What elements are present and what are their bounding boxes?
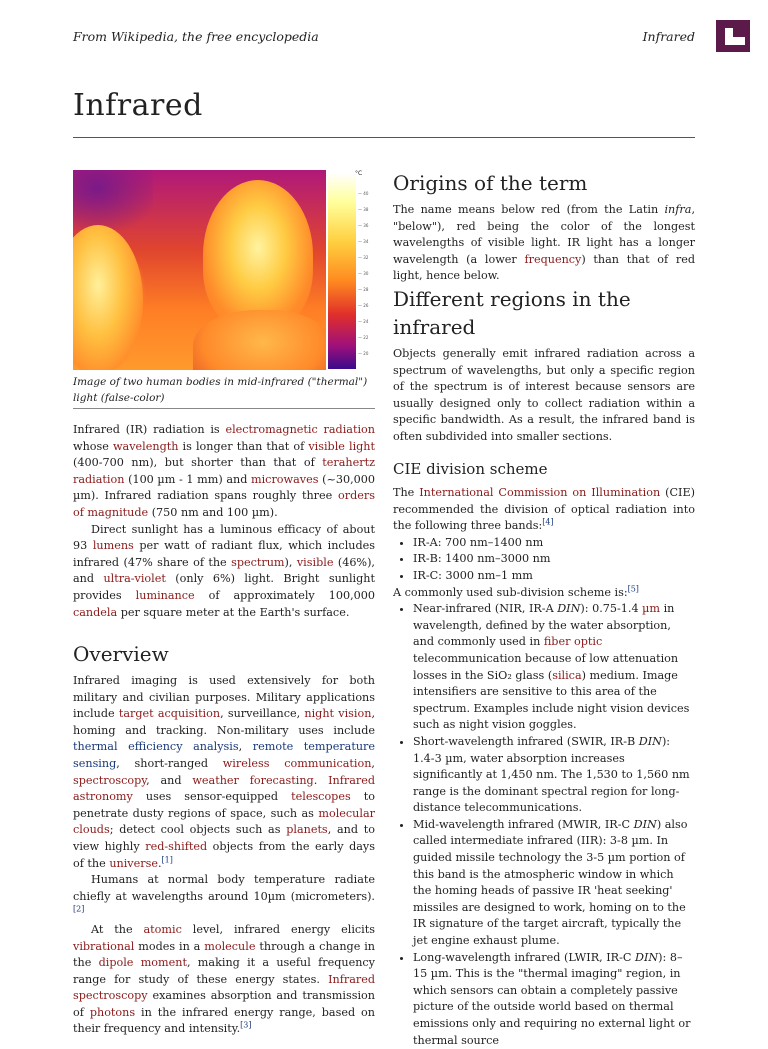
link-vibrational[interactable]: vibrational: [73, 939, 135, 953]
scale-tick-label: — 34: [358, 239, 369, 244]
figure-caption: Image of two human bodies in mid-infrared ("thermal") light (false-color): [73, 376, 368, 404]
list-item-nir: • Near-infrared (NIR, IR-A DIN): 0.75-1.4 µm in wavelength, defined by the water absorption, and commonly used in fiber optic telecommunication because of low attenuation losses in the SiO₂ glass (silica) medium. Image intensifiers are sensitive to this area of the spectrum. Examples include night vision devices such as night vision goggles.: [413, 601, 695, 734]
list-item-mwir: • Mid-wavelength infrared (MWIR, IR-C DIN) also called intermediate infrared (IIR): 3-8 µm. In guided missile technology the 3-5 µm portion of this band is the atmospheric window in which the homing heads of passive IR 'heat seeking' missiles are designed to work, homing on to the IR signature of the target aircraft, typically the jet engine exhaust plume.: [413, 817, 695, 950]
scale-tick-label: — 26: [358, 303, 369, 308]
link-red-shifted[interactable]: red-shifted: [145, 839, 208, 853]
temperature-scale-bar: [328, 173, 356, 369]
scale-tick-label: — 20: [358, 351, 369, 356]
scale-tick-label: — 22: [358, 335, 369, 340]
origins-heading: Origins of the term: [393, 171, 588, 195]
link-microwaves[interactable]: microwaves: [251, 472, 319, 486]
link-luminance[interactable]: luminance: [135, 588, 195, 602]
link-photons[interactable]: photons: [89, 1005, 136, 1019]
overview-paragraph-2: Humans at normal body temperature radiate chiefly at wavelengths around 10µm (micrometers).[2]: [73, 873, 375, 914]
subdivision-intro: A commonly used sub-division scheme is:[5]: [393, 583, 639, 599]
link-electromagnetic-radiation[interactable]: electromagnetic radiation: [225, 423, 375, 436]
link-orders-of-magnitude[interactable]: orders of magnitude: [73, 489, 375, 519]
link-universe[interactable]: universe: [109, 856, 158, 870]
intro-section: [73, 422, 375, 621]
scale-tick-label: — 38: [358, 207, 369, 212]
regions-heading: Different regions in the infrared: [393, 287, 631, 339]
caption-divider: [73, 408, 375, 409]
link-lumens[interactable]: lumens: [92, 539, 134, 553]
link-visible-light[interactable]: visible light: [308, 439, 376, 453]
link-weather-forecasting[interactable]: weather forecasting: [192, 773, 314, 787]
cie-section: [393, 485, 695, 1049]
header-topic: Infrared: [642, 29, 695, 44]
link-wavelength[interactable]: wavelength: [112, 439, 179, 453]
link-fiber-optic[interactable]: fiber optic: [543, 635, 603, 649]
scale-unit: °C: [355, 170, 363, 177]
thermal-figure: [73, 170, 375, 370]
scale-tick-label: — 30: [358, 271, 369, 276]
link-wireless-communication[interactable]: wireless communication: [222, 756, 372, 770]
page-title: Infrared: [73, 88, 203, 123]
publisher-logo: [716, 20, 750, 52]
link-candela[interactable]: candela: [73, 605, 118, 619]
link-telescopes[interactable]: telescopes: [291, 790, 351, 804]
link-spectroscopy[interactable]: spectroscopy: [73, 773, 147, 787]
cie-heading: CIE division scheme: [393, 460, 548, 478]
origins-section: [393, 202, 695, 285]
thermal-image: [73, 170, 326, 370]
scale-tick-label: — 32: [358, 255, 369, 260]
link-silica[interactable]: silica: [552, 668, 582, 682]
regions-paragraph: Objects generally emit infrared radiation across a spectrum of wavelengths, but only a specific region of the spectrum is of interest because sensors are usually designed only to collect radiation within a specific bandwidth. As a result, the infrared band is often subdivided into smaller sections.: [393, 347, 695, 443]
link-thermal-efficiency-analysis[interactable]: thermal efficiency analysis: [73, 740, 239, 754]
scale-ticks: [356, 173, 375, 369]
link-molecular-clouds[interactable]: molecular clouds: [73, 806, 375, 837]
link-night-vision[interactable]: night vision: [304, 707, 372, 721]
list-item-lwir: • Long-wavelength infrared (LWIR, IR-C DIN): 8–15 µm. This is the "thermal imaging" region, in which sensors can obtain a completely passive picture of the outside world based on thermal emissions only and requiring no external light or thermal source: [413, 950, 695, 1049]
citation-2[interactable]: [2]: [73, 904, 85, 914]
cie-band-list: [393, 535, 695, 585]
link-terahertz-radiation[interactable]: terahertz radiation: [73, 456, 375, 486]
link-ultra-violet[interactable]: ultra-violet: [103, 572, 166, 586]
intro-paragraph-1: Infrared (IR) radiation is electromagnetic radiation whose wavelength is longer than that of visible light (400-700 nm), but shorter than that of terahertz radiation (100 µm - 1 mm) and microwaves (~30,000 µm). Infrared radiation spans roughly three orders of magnitude (750 nm and 100 µm).: [73, 423, 376, 519]
citation-4[interactable]: [4]: [542, 517, 554, 527]
link-dipole-moment[interactable]: dipole moment: [98, 956, 187, 970]
overview-section: [73, 673, 375, 1038]
title-divider: [73, 137, 695, 138]
link-planets[interactable]: planets: [286, 823, 328, 837]
link-micrometre[interactable]: µm: [642, 602, 661, 616]
citation-1[interactable]: [1]: [161, 854, 173, 864]
link-molecule[interactable]: molecule: [204, 939, 256, 953]
list-item: • IR-A: 700 nm–1400 nm: [413, 535, 695, 552]
link-visible[interactable]: visible: [296, 555, 334, 569]
link-atomic[interactable]: atomic: [143, 922, 182, 936]
list-item: • IR-C: 3000 nm–1 mm: [413, 568, 695, 585]
origins-paragraph: The name means below red (from the Latin infra, "below"), red being the color of the longest wavelengths of visible light. IR light has a longer wavelength (a lower frequency) than that of red light, hence below.: [393, 203, 695, 283]
overview-paragraph-3: At the atomic level, infrared energy elicits vibrational modes in a molecule through a change in the dipole moment, making it a useful frequency range for study of these energy states. Infrared spectroscopy examines absorption and transmission of photons in the infrared energy range, based on their frequency and intensity.[3]: [73, 922, 375, 1036]
header-source: From Wikipedia, the free encyclopedia: [73, 29, 319, 44]
scale-tick-label: — 40: [358, 191, 369, 196]
link-frequency[interactable]: frequency: [524, 252, 582, 266]
overview-paragraph-1: Infrared imaging is used extensively for both military and civilian purposes. Military applications include target acquisition, surveillance, night vision, homing and tracking. Non-military uses include thermal efficiency analysis, remote temperature sensing, short-ranged wireless communication, spectroscopy, and weather forecasting. Infrared astronomy uses sensor-equipped telescopes to penetrate dusty regions of space, such as molecular clouds; detect cool objects such as planets, and to view highly red-shifted objects from the early days of the universe.[1]: [73, 674, 375, 870]
cie-paragraph: The International Commission on Illumination (CIE) recommended the division of optical radiation into the following three bands:[4]: [393, 486, 695, 533]
subdivision-list: [393, 601, 695, 1049]
scale-tick-label: — 24: [358, 319, 369, 324]
link-infrared-spectroscopy[interactable]: Infrared spectroscopy: [73, 972, 375, 1003]
citation-5[interactable]: [5]: [627, 583, 639, 593]
citation-3[interactable]: [3]: [240, 1020, 252, 1030]
link-international-commission-on-illumination[interactable]: International Commission on Illumination: [419, 486, 661, 499]
link-remote-temperature-sensing[interactable]: remote temperature sensing: [73, 740, 375, 770]
scale-tick-label: — 36: [358, 223, 369, 228]
regions-section: [393, 346, 695, 446]
intro-paragraph-2: Direct sunlight has a luminous efficacy of about 93 lumens per watt of radiant flux, which includes infrared (47% share of the spectrum), visible (46%), and ultra-violet (only 6%) light. Bright sunlight provides luminance of approximately 100,000 candela per square meter at the Earth's surface.: [73, 522, 375, 619]
link-target-acquisition[interactable]: target acquisition: [118, 707, 221, 721]
list-item: • IR-B: 1400 nm–3000 nm: [413, 551, 695, 568]
list-item-swir: • Short-wavelength infrared (SWIR, IR-B DIN): 1.4-3 µm, water absorption increases significantly at 1,450 nm. The 1,530 to 1,560 nm range is the dominant spectral region for long-distance telecommunications.: [413, 734, 695, 817]
overview-heading: Overview: [73, 642, 169, 666]
scale-tick-label: — 28: [358, 287, 369, 292]
link-spectrum[interactable]: spectrum: [231, 555, 285, 569]
link-infrared-astronomy[interactable]: Infrared astronomy: [73, 773, 375, 804]
